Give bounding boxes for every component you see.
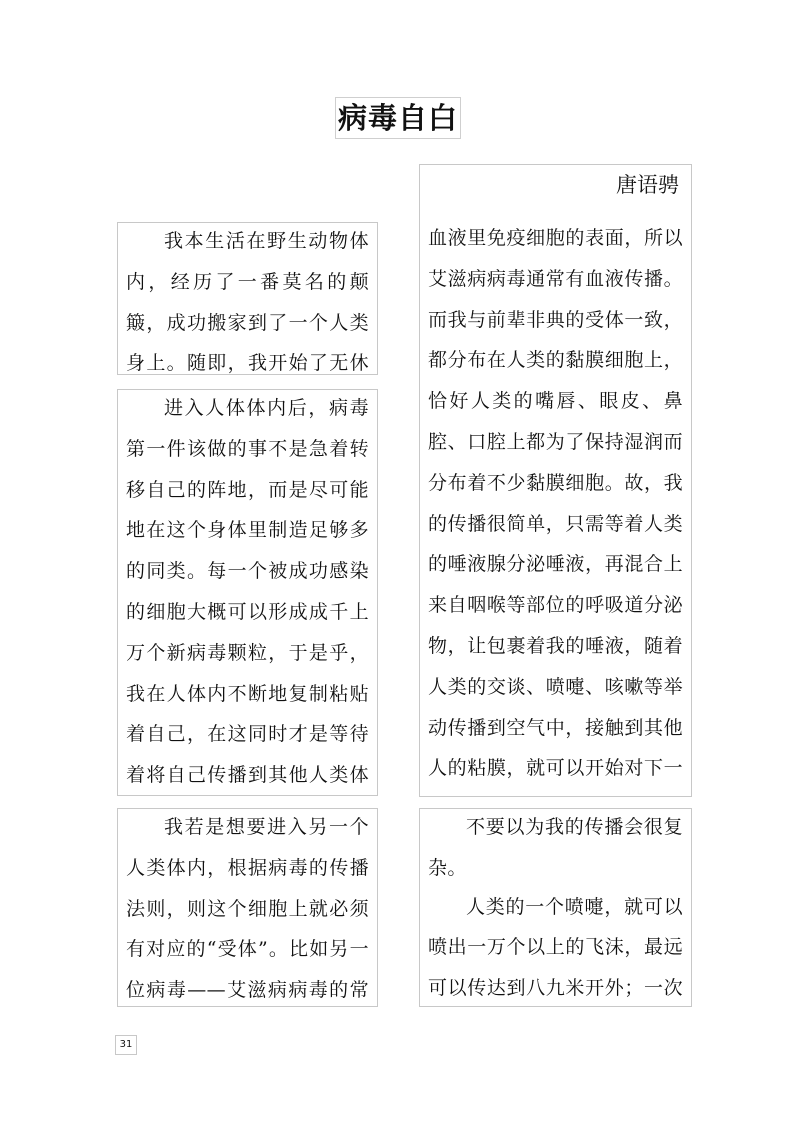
right-text-box-1 — [419, 212, 692, 797]
author-name: 唐语骋 — [616, 173, 679, 197]
left-paragraph-2: 进入人体体内后，病毒第一件该做的事不是急着转移自己的阵地，而是尽可能地在这个身体里制造足够多的同类。每一个被成功感染的细胞大概可以形成成千上万个新病毒颗粒，于是乎，我在人体内不断地复制粘贴着自己，在这同时才是等待着将自己传播到其他人类体 — [126, 397, 369, 787]
page-number: 31 — [115, 1035, 137, 1055]
right-paragraph-1: 血液里免疫细胞的表面，所以艾滋病病毒通常有血液传播。而我与前辈非典的受体一致，都分布在人类的黏膜细胞上，恰好人类的嘴唇、眼皮、鼻腔、口腔上都为了保持湿润而分布着不少黏膜细胞。故，我的传播很简单，只需等着人类的唾液腺分泌唾液，再混合上来自咽喉等部位的呼吸道分泌物，让包裹着我的唾液，随着人类的交谈、喷嚏、咳嗽等举动传播到空气中，接触到其他人的粘膜，就可以开始对下一 — [428, 227, 683, 780]
right-paragraph-3: 人类的一个喷嚏，就可以喷出一万个以上的飞沫，最远可以传达到八九米开外；一次 — [428, 895, 683, 1000]
left-paragraph-1: 我本生活在野生动物体内，经历了一番莫名的颠簸，成功搬家到了一个人类身上。随即，我开始了无休 — [126, 230, 369, 375]
right-paragraph-2: 不要以为我的传播会很复杂。 — [428, 816, 683, 879]
document-title: 病毒自白 — [335, 97, 461, 139]
left-paragraph-3: 我若是想要进入另一个人类体内，根据病毒的传播法则，则这个细胞上就必须有对应的“受体”。比如另一位病毒——艾滋病病毒的常 — [126, 816, 369, 1002]
author-box — [419, 164, 692, 212]
left-text-box-3 — [117, 808, 378, 1007]
right-text-box-2 — [419, 808, 692, 1007]
left-text-box-1 — [117, 222, 378, 375]
left-text-box-2 — [117, 389, 378, 796]
